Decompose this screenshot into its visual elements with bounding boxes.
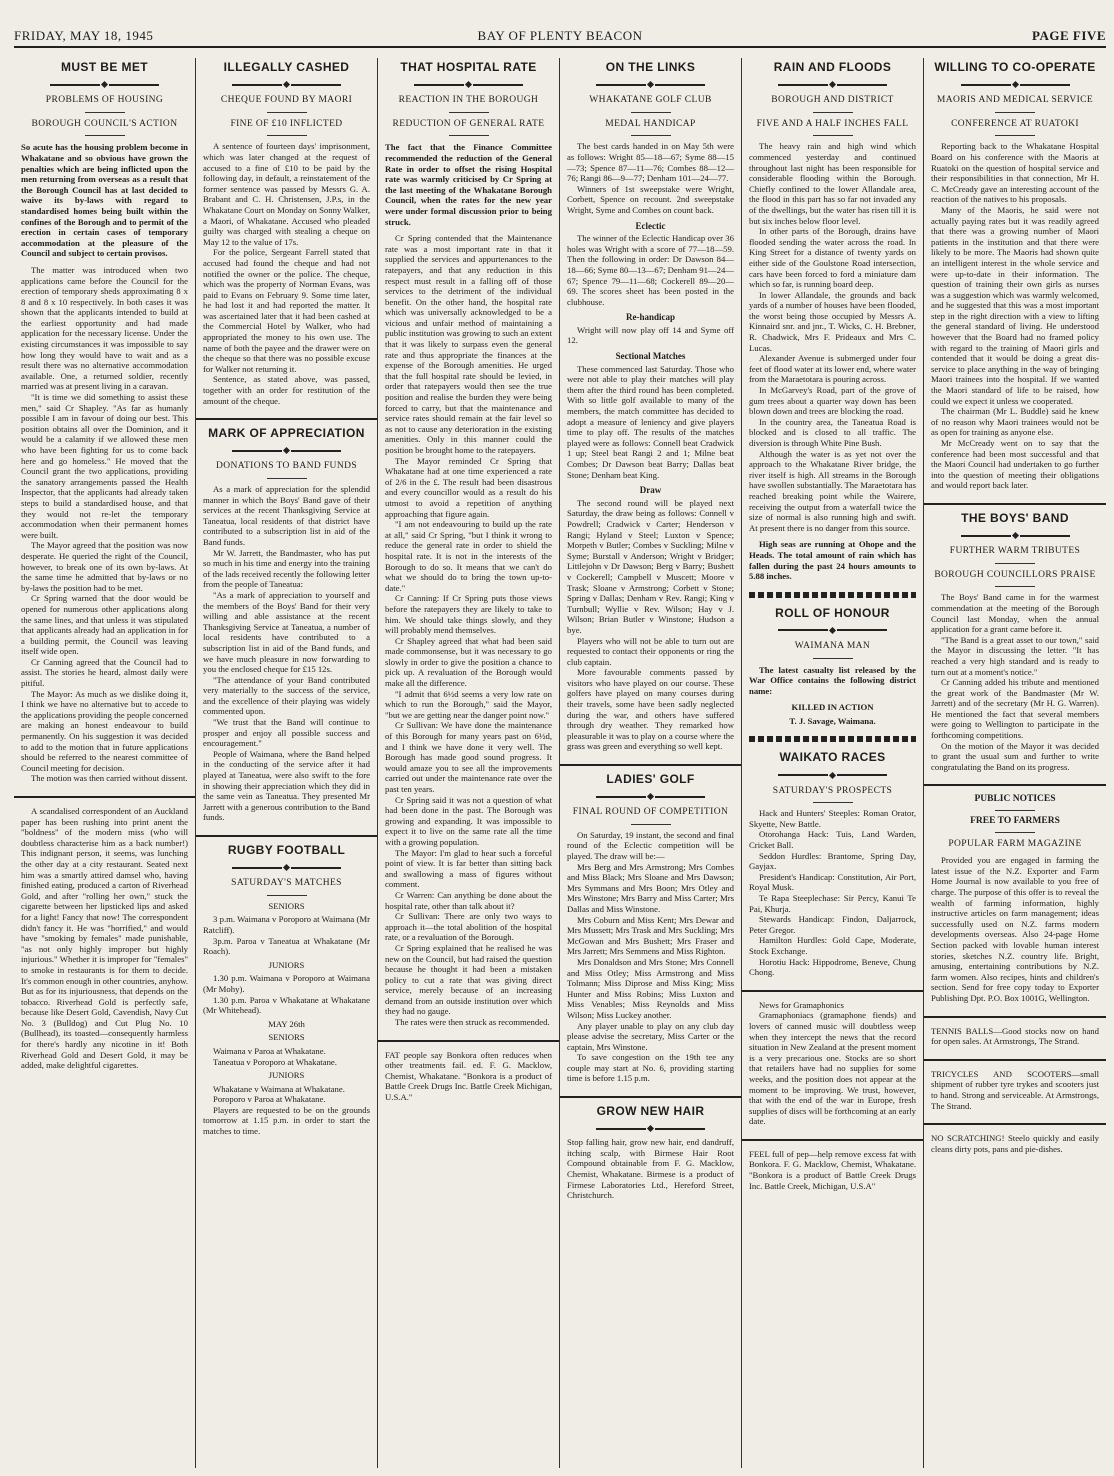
fixture: 1.30 p.m. Waimana v Poroporo at Waimana (Mr Mohy). xyxy=(203,973,370,994)
headline-waikato-races: WAIKATO RACES xyxy=(779,750,886,765)
lede-paragraph: The latest casualty list released by the War Office contains the following district name: xyxy=(749,664,916,696)
ornament-divider xyxy=(203,862,370,873)
fixture: Waimana v Paroa at Whakatane. xyxy=(213,1045,326,1056)
paragraph: "It is time we did something to assist these men," said Cr Shapley. "As far as humanly possible I am in favour of doing our best. This position obtains all over the Dominion, and it would be a calamity if we allowed these men who have been fighting for us to come back here and go homeless." He moved that the Council grant the two applications, providing the sanatory arrangements passed the Health Inspector, that the applicants had already taken steps to build a standardised house, and that they would not re-let the temporary accommodation when their permanent homes were built. xyxy=(21,392,188,540)
paragraph: In lower Allandale, the grounds and back yards of a number of houses have been flooded, the worst being those occupied by Messrs A. Kinnaird snr. and jnr., T. Wicks, C. H. Brebner, R. Chadwick, Mrs F. Prideaux and Mrs C. Lucas. xyxy=(749,289,916,353)
paragraph: The Boys' Band came in for the warmest commendation at the meeting of the Borough Council last Monday, when the annual application for a grant came before it. xyxy=(931,592,1099,635)
paragraph: A scandalised correspondent of an Auckland paper has been rushing into print anent the "boldness" of the modern miss (who will doubtless characterise him as a back number!) This indignant person, it seems, was lunching the other day at a city restaurant. Seated next him was a smartly attired damsel who, having finished eating, produced a carton of Riverhead Gold, and after "rolling her own," stuck the cigarette between her lipsticked lips and asked for a light! Fancy that now! The correspondent didn't fancy it. He was "horrified," and would have "smoking by females" made punishable, "as not only highly improper but highly injurious." Whether it is improper for "females" to smoke in restaurants is for them to decide. It's common enough in other countries, anyhow. But as for its injuriousness, that depends on the tobacco. Riverhead Gold is perfectly safe, because like Desert Gold, Cavendish, Navy Cut No. 3 (Bulldog) and Cut Plug No. 10 (Bullhead), its toasted—consequently harmless for there's hardly any nicotine in it! Both Riverhead Gold and Desert Gold, it may be added, make delightful cigarettes. xyxy=(21,806,188,1071)
subhead: MAORIS AND MEDICAL SERVICE xyxy=(936,95,1094,106)
rule xyxy=(631,824,671,825)
subhead: FINE OF £10 INFLICTED xyxy=(230,118,343,129)
rule xyxy=(267,135,307,136)
rule xyxy=(995,135,1035,136)
section-label: Sectional Matches xyxy=(615,351,686,362)
section-label: MAY 26th xyxy=(268,1018,305,1029)
subhead: REACTION IN THE BOROUGH xyxy=(398,95,539,106)
paragraph: The Mayor agreed that the position was now desperate. He queried the right of the Council, however, to break one of its own by-laws. At the same time he admitted that by-laws or no by-laws the position had to be met. xyxy=(21,540,188,593)
subhead: FURTHER WARM TRIBUTES xyxy=(949,546,1081,557)
advert-bonkora: FEEL full of pep—help remove excess fat with Bonkora. F. G. Macklow, Chemist, Whakatane. "Bonkora is a product of Battle Creek Drugs Inc. Battle Creek, Michigan, U.S.A" xyxy=(749,1148,916,1191)
section-label: JUNIORS xyxy=(268,959,305,970)
section-label: SENIORS xyxy=(268,900,305,911)
rule xyxy=(995,586,1035,587)
headline-must-be-met: MUST BE MET xyxy=(60,60,149,74)
paragraph: For the police, Sergeant Farrell stated that accused had found the cheque and had not notified the owner or the police. The cheque, which was the property of Norman Evans, was paid to Evans on February 9. Some time later, he had lost it and had reported the matter. It was ascertained later that it had been cashed at the Commercial Hotel by Walker, who had appropriated the money to his own use. The name of both the payee and the drawer were on the cheque so that there was no possible excuse for Walker not returning it. xyxy=(203,247,370,374)
subhead: PROBLEMS OF HOUSING xyxy=(45,95,164,106)
rule xyxy=(267,112,307,113)
column-separator xyxy=(924,1123,1106,1125)
race-tip: Hack and Hunters' Steeples: Roman Orator, Skyette, New Battle. xyxy=(749,808,916,829)
paragraph: More favourable comments passed by visitors who have played on our course. These golfers have played on many courses during their travels, some have been sadly neglected during the war, and others have suffered through dry weather. They remarked how pleasurable it was to play on a course where the grass was green and everything so well kept. xyxy=(567,667,734,752)
subhead: SATURDAY'S PROSPECTS xyxy=(772,785,893,796)
column-2 xyxy=(196,58,378,1468)
paragraph: These commenced last Saturday. Those who were not able to play their matches will play them after the third round has been completed. With so little golf available to many of the members, the match committee has decided to adopt a measure of leniency and give players time to play off. The results of the matches played were as follows: Connell beat Cradwick 1 up; Steel beat Rangi 2 and 1; Milne beat Combes; Dr Dawson beat Barry; Dallas beat Stone; Denham beat King. xyxy=(567,363,734,480)
subhead: MEDAL HANDICAP xyxy=(605,118,696,129)
ornament-divider xyxy=(749,79,916,90)
paragraph: The matter was introduced when two applications came before the Council for the erection of temporary sheds approximating 8 x 8 and 8 x 10 respectively. In both cases it was shown that the applicants intended to build at the earliest opportunity and had made application for the necessary license. Under the existing circumstances it was impossible to say how long they would have to wait and as a result there was no alternative accommodation available. One, a returned soldier, recently married was at present living in a caravan. xyxy=(21,264,188,392)
advert-tricycles: TRICYCLES AND SCOOTERS—small shipment of rubber tyre trykes and scooters just to hand. Strong and serviceable. At Armstrongs, The Strand. xyxy=(931,1068,1099,1111)
paragraph: Cr Canning added his tribute and mentioned the great work of the Bandmaster (Mr W. Jarrett) and of the secretary (Mr H. G. Warren). He mentioned the fact that several members were going to Wellington to participate in the forthcoming competitions. xyxy=(931,677,1099,741)
paragraph: To save congestion on the 19th tee any couple may start at No. 6, providing starting time is before 1.15 p.m. xyxy=(567,1052,734,1084)
paragraph: Mrs Donaldson and Mrs Stone; Mrs Connell and Miss Otley; Miss Armstrong and Miss Tolmann; Miss Diprose and Miss King; Miss Hunter and Miss Robins; Miss Luxton and Miss Venables; Miss Reynolds and Miss Wilson; Miss Luckey another. xyxy=(567,956,734,1020)
paragraph: In the country area, the Taneatua Road is blocked and is closed to all traffic. The diversion is through White Pine Bush. xyxy=(749,416,916,448)
rule xyxy=(995,832,1035,833)
issue-date: FRIDAY, MAY 18, 1945 xyxy=(14,28,154,43)
ornament-divider xyxy=(567,791,734,802)
headline-on-the-links: ON THE LINKS xyxy=(605,60,696,74)
notice-subheading: POPULAR FARM MAGAZINE xyxy=(948,838,1082,849)
race-tip: President's Handicap: Constitution, Air Port, Royal Musk. xyxy=(749,871,916,893)
ornament-divider xyxy=(931,79,1099,90)
headline-willing-to-co-operate: WILLING TO CO-OPERATE xyxy=(934,60,1096,74)
race-tip: Hamilton Hurdles: Gold Cape, Moderate, Stock Exchange. xyxy=(749,935,916,956)
paragraph: Cr Spring warned that the door would be opened for numerous other applications along the same lines, and that unless it was stipulated that applicants already had an application in for a building permit, the Council was leaving itself wide open. xyxy=(21,593,188,657)
paragraph: Many of the Maoris, he said were not actually paying rates but it was readily agreed that there was a growing number of Maori patients in the institution and that there were likely to be more. The Maoris had shown quite an intelligent interest in the whole service and were up-to-date in their information. The question of training their own girls as nurses was a suggestion which was warmly welcomed, and he suggested that this was a most important step in the right direction with a view to lifting the general standard of living. He understood however that the Board had no framed policy with regard to the training of Maori girls and contended that it would be doing a great dis-service to place anything in the way of bringing Maori trainees into the hospital. If we wanted the Maori standard of life to be raised, how could we expect it unless we cooperated. xyxy=(931,204,1099,406)
ornament-divider xyxy=(931,530,1099,541)
section-label: JUNIORS xyxy=(268,1070,305,1081)
headline-rain-and-floods: RAIN AND FLOODS xyxy=(773,60,892,74)
paragraph: The motion was then carried without dissent. xyxy=(31,773,188,784)
rule xyxy=(449,112,489,113)
paragraph: Winners of 1st sweepstake were Wright, Corbett, Spence on recount. 2nd sweepstake Wright, Syme and Combes on count back. xyxy=(567,183,734,215)
paragraph: Cr Warren: Can anything be done about the hospital rate, other than talk about it? xyxy=(385,889,552,911)
paragraph: People of Waimana, where the Band helped in the conducting of the service after it had played at Taneatua, were also swift to the fore in showing their appreciation which they did in the same vein as Taneatua. They presented Mr Jarrett with a generous contribution to the Band funds. xyxy=(203,748,370,823)
paragraph: A sentence of fourteen days' imprisonment, which was later changed at the request of accused to a fine of £10 to be paid by the following day, in default, a reinstatement of the former sentence was passed by Messrs G. A. Brabant and C. H. Christensen, J.P.s, in the Whakatane Court on Monday on Sonny Walker, a Maori, of Whakatane. Accused who pleaded guilty was charged with stealing a cheque on May 12 to the value of 17s. xyxy=(203,141,370,247)
rule xyxy=(631,135,671,136)
paragraph: The Mayor: I'm glad to hear such a forceful point of view. It is far better than sitting back and swallowing a mass of figures without comment. xyxy=(385,847,552,890)
rule xyxy=(85,112,125,113)
ornament-divider xyxy=(21,79,188,90)
column-separator xyxy=(742,1139,923,1141)
ornament-divider xyxy=(385,79,552,90)
paragraph: On the motion of the Mayor it was decided to grant the usual sum and further to write congratulating the Band on its progress. xyxy=(931,740,1099,772)
paragraph: Players who will not be able to turn out are requested to contact their opponents or ring the club captain. xyxy=(567,635,734,667)
page-number: PAGE FIVE xyxy=(1032,28,1106,43)
subhead: WAIMANA MAN xyxy=(794,640,871,651)
subhead: CHEQUE FOUND BY MAORI xyxy=(220,95,353,106)
paragraph: Cr Sullivan: We have done the maintenance of this Borough for many years past on 6½d, and I think we have done it very well. The Borough has made good sound progress. It would amaze you to see all the improvements carried out under the maintenance rate over the past ten years. xyxy=(385,720,552,794)
paragraph: Cr Canning agreed that the Council had to assist. The stories he heard, almost daily were pitiful. xyxy=(21,656,188,689)
column-separator xyxy=(742,990,923,992)
ornament-divider xyxy=(749,769,916,780)
ornament-divider xyxy=(567,1123,734,1134)
paragraph: On Saturday, 19 instant, the second and final round of the Eclectic competition will be played. The draw will be:— xyxy=(567,829,734,861)
paragraph: "I am not endeavouring to build up the rate at all," said Cr Spring, "but I think it wrong to reduce the general rate in order to shield the hospital rate. It is not in the interests of the Borough to do so. It means that we can't do what we should do to bring the town up-to-date." xyxy=(385,519,552,593)
subhead: CONFERENCE AT RUATOKI xyxy=(951,118,1079,129)
paragraph: The heavy rain and high wind which commenced yesterday and continued throughout last night has been responsible for considerable flooding within the Borough. Chiefly confined to the lower Allandale area, the flood in this part has so far not invaded any of the dwellings, but the water has risen till it is but six inches below floor level. xyxy=(749,141,916,226)
paragraph: "The attendance of your Band contributed very materially to the success of the service, and the excellence of their playing was widely commented upon. xyxy=(203,674,370,717)
race-tip: Seddon Hurdles: Brantome, Spring Day, Gayjax. xyxy=(749,850,916,872)
column-separator xyxy=(378,1040,559,1042)
advert-birmese: Stop falling hair, grow new hair, end dandruff, itching scalp, with Birmese Hair Root Compound obtainable from F. G. Macklow, Chemist, Whakatane. Birmese is a product of Firmese Laboratories Ltd., Hereford Street, Christchurch. xyxy=(567,1137,734,1201)
killed-in-action-label: KILLED IN ACTION xyxy=(791,702,874,713)
fixture: 1.30 p.m. Paroa v Whakatane at Whakatane (Mr Whitehead). xyxy=(203,994,370,1016)
headline-illegally-cashed: ILLEGALLY CASHED xyxy=(223,60,350,74)
paragraph: Mr W. Jarrett, the Bandmaster, who has put so much in his time and energy into the training of the lads received recently the following letter from the people of Taneatua: xyxy=(203,547,370,590)
rule xyxy=(267,895,307,896)
column-1 xyxy=(14,58,196,1468)
paragraph: Cr Shapley agreed that what had been said made commonsense, but it was necessary to go slowly in order to give the position a chance to pick up. A revaluation of the Borough would make all the difference. xyxy=(385,635,552,689)
race-tip: Te Rapa Steeplechase: Sir Percy, Kanui Te Pai, Khurja. xyxy=(749,893,916,914)
subhead: DONATIONS TO BAND FUNDS xyxy=(215,461,358,472)
paragraph: The chairman (Mr L. Buddle) said he knew of no reason why Maori trainees would not be as open for training as anyone else. xyxy=(931,406,1099,438)
public-notices-heading: PUBLIC NOTICES xyxy=(974,794,1056,805)
subhead: WHAKATANE GOLF CLUB xyxy=(589,95,712,106)
subhead: SATURDAY'S MATCHES xyxy=(231,878,342,889)
fixture: Taneatua v Poroporo at Whakatane. xyxy=(213,1056,337,1067)
columns xyxy=(14,58,1106,1468)
paragraph: News for Gramaphonics xyxy=(759,999,844,1010)
rule xyxy=(813,112,853,113)
paragraph: Cr Spring said it was not a question of what had been done in the past. The Borough was growing and expanding. It was impossible to expect it to live on the same rate all the time with a growing population. xyxy=(385,794,552,847)
paragraph: The winner of the Eclectic Handicap over 36 holes was Wright with a score of 77—18—59. Then the following in order: Dr Dawson 84—18—66; Syme 80—13—67; Denham 91—24—67; Spence 79—11—68; Cockerell 89—20—69. The scores sheet has been posted in the clubhouse. xyxy=(567,233,734,307)
ornament-divider xyxy=(567,79,734,90)
fixture: Poroporo v Paroa at Whakatane. xyxy=(213,1094,326,1105)
fixture: 3 p.m. Waimana v Poroporo at Waimana (Mr Ratcliff). xyxy=(203,914,370,935)
notice-heading: FREE TO FARMERS xyxy=(970,816,1060,827)
paragraph: In other parts of the Borough, drains have flooded sending the water across the road. In King Street for a distance of twenty yards on either side of the Goulstone Road intersection, cars have been forced to ford a miniature dam which so far, is running board deep. xyxy=(749,226,916,290)
paragraph: As a mark of appreciation for the splendid manner in which the Boys' Band gave of their services at the recent Thanksgiving Service at Taneatua, local residents of that district have contributed to a subscription list in aid of the Band funds. xyxy=(203,484,370,547)
masthead xyxy=(14,28,1106,48)
column-separator xyxy=(924,1059,1106,1061)
column-separator xyxy=(196,418,377,420)
subhead: FIVE AND A HALF INCHES FALL xyxy=(756,118,909,129)
paragraph: Provided you are engaged in farming the latest issue of the N.Z. Exporter and Farm Home Journal is now available to you free of charge. The purpose of this offer is to reveal the wealth of farming information, highly instructive articles on farm management; ideas successfully used on N.Z. farms modern developments overseas. Also 24-page Home Section packed with lovable human interest stories, sketches N.Z. country life. Bright, amusing, entertaining contributions by N.Z. farm women. Also recipes, hints and children's section. Send for free copy today to Exporter Publishing Dpt. P.O. Box 1001G, Wellington. xyxy=(931,855,1099,1003)
race-tip: Stewards Handicap: Findon, Daljarrock, Peter Gregor. xyxy=(749,914,916,935)
subhead: BOROUGH AND DISTRICT xyxy=(771,95,894,106)
paper-name: BAY OF PLENTY BEACON xyxy=(477,28,643,43)
column-3 xyxy=(378,58,560,1468)
column-separator xyxy=(14,796,195,798)
paragraph: Mr McCready went on to say that the conference had been most successful and that the Maori Council had undertaken to go further into the question of meeting their obligations and would report back later. xyxy=(931,438,1099,491)
rule xyxy=(995,563,1035,564)
rule xyxy=(85,135,125,136)
section-label: Eclectic xyxy=(635,220,666,231)
headline-rugby-football: RUGBY FOOTBALL xyxy=(227,843,346,857)
subhead: BOROUGH COUNCIL'S ACTION xyxy=(31,118,178,129)
fixture: Whakatane v Waimana at Whakatane. xyxy=(213,1083,345,1094)
paragraph: In McGarvey's Road, part of the grove of gum trees about a quarter way down has been blown down and trees are blocking the road. xyxy=(749,385,916,417)
casualty-name: T. J. Savage, Waimana. xyxy=(789,715,876,726)
headline-grow-new-hair: GROW NEW HAIR xyxy=(596,1104,705,1119)
column-separator xyxy=(924,784,1106,786)
subhead: REDUCTION OF GENERAL RATE xyxy=(392,118,545,129)
paragraph: The Mayor reminded Cr Spring that Whakatane had at one time experienced a rate of 2/6 in the £. The result had been disastrous and every councillor would as a result do his utmost to avoid a repetition of anything approaching that figure again. xyxy=(385,455,552,519)
paragraph: "I admit that 6½d seems a very low rate on which to run the Borough," said the Mayor, "but we are getting near the danger point now." xyxy=(385,688,552,720)
paragraph: Mrs Coburn and Miss Kent; Mrs Dewar and Mrs Mussett; Mrs Trask and Mrs Suckling; Mrs McGowan and Mrs Bushett; Mrs Fraser and Mrs Jarrett; Mrs Semmens and Miss Righton. xyxy=(567,914,734,957)
rule xyxy=(995,810,1035,811)
column-5 xyxy=(742,58,924,1468)
rule xyxy=(267,478,307,479)
subhead: FINAL ROUND OF COMPETITION xyxy=(572,807,729,818)
fixture: 3p.m. Paroa v Taneatua at Whakatane (Mr Roach). xyxy=(203,935,370,957)
advert-bonkora: FAT people say Bonkora often reduces when other treatments fail. ed. F. G. Macklow, Chemist, Whakatane. "Bonkora is a product of Battle Creek Drugs Inc. Battle Creek Michigan, U.S.A." xyxy=(385,1049,552,1103)
headline-boys-band: THE BOYS' BAND xyxy=(961,510,1069,525)
section-label: SENIORS xyxy=(268,1032,305,1043)
paragraph: Any player unable to play on any club day please advise the secretary, Miss Carter or the captain, Mrs Winstone. xyxy=(567,1020,734,1052)
lede-paragraph: High seas are running at Ohope and the Heads. The total amount of rain which has fallen during the past 24 hours amounts to 5.88 inches. xyxy=(749,539,916,582)
paragraph: The Mayor: As much as we dislike doing it, I think we have no alternative but to accede to the applications providing the people concerned are making an honest endeavour to build permanently. On his suggestion it was decided to add to the motion that in future applications should be referred to the nearest committee of Council meeting for decision. xyxy=(21,688,188,773)
paragraph: Sentence, as stated above, was passed, together with an order for restitution of the amount of the cheque. xyxy=(203,374,370,406)
paragraph: Reporting back to the Whakatane Hospital Board on his conference with the Maoris at Ruatoki on the question of hospital service and their responsibilities in that connection, Mr H. C. McCready gave an interesting account of the reaction of the natives to his proposals. xyxy=(931,141,1099,205)
rule xyxy=(631,112,671,113)
paragraph: "The Band is a great asset to our town," said the Mayor in discussing the letter. "It has reached a very high standard and is ready to turn out at a moment's notice." xyxy=(931,634,1099,677)
section-label: Re-handicap xyxy=(625,312,675,323)
subhead: BOROUGH COUNCILLORS PRAISE xyxy=(934,569,1096,580)
advert-steelo: NO SCRATCHING! Steelo quickly and easily cleans dirty pots, pans and pie-dishes. xyxy=(931,1133,1099,1154)
lede-paragraph: The fact that the Finance Committee recommended the reduction of the General Rate in order to offset the rising Hospital rate was warmly criticised by Cr Spring at the last meeting of the Whakatane Borough Council, when the rates for the new year were under formal discussion prior to being struck. xyxy=(385,142,552,227)
column-separator xyxy=(196,835,377,837)
paragraph: "As a mark of appreciation to yourself and the members of the Boys' Band for their very willing and able assistance at the recent Thanksgiving Service at Taneatua, a number of local residents have contributed to a subscription list in aid of the Band funds, and we have much pleasure in now forwarding to you the enclosed cheque for £15 12s. xyxy=(203,589,370,675)
rule xyxy=(995,112,1035,113)
paragraph: Cr Canning: If Cr Spring puts those views before the ratepayers they are likely to take to him. We should take things slowly, and they will probably mend themselves. xyxy=(385,593,552,636)
rule xyxy=(813,802,853,803)
column-separator xyxy=(924,1016,1106,1018)
column-4 xyxy=(560,58,742,1468)
rule xyxy=(449,135,489,136)
column-separator xyxy=(560,764,741,766)
column-6 xyxy=(924,58,1106,1468)
paragraph: The best cards handed in on May 5th were as follows: Wright 85—18—67; Syme 88—15—73; Spence 87—11—76; Combes 88—12—76; Rangi 86—9—77; Denham 101—24—77. xyxy=(567,141,734,184)
paragraph: Cr Spring explained that he realised he was new on the Council, but had raised the question because he thought it had been a mistaken policy to cut a rate that was giving direct service, merely because of an increasing demand from an outside institution over which they had no gauge. xyxy=(385,942,552,1017)
race-tip: Horotiu Hack: Hippodrome, Beneve, Chung Chong. xyxy=(749,956,916,978)
paragraph: Alexander Avenue is submerged under four feet of flood water at its lower end, where water from the Maraetotara is pouring across. xyxy=(749,353,916,385)
paragraph: Although the water is as yet not over the approach to the Whakatane River bridge, the river itself is high. All streams in the Borough have swollen substantially. The Maraetotara has reached breaking point while the Wairere, receiving the output from a waterfall twice the size of normal is also running high and swift. At present there is no danger from this source. xyxy=(749,448,916,533)
headline-roll-of-honour: ROLL OF HONOUR xyxy=(775,605,890,620)
paragraph: Cr Sullivan: There are only two ways to approach it—the total abolition of the hospital rate, or a revaluation of the Borough. xyxy=(385,911,552,943)
wavy-divider xyxy=(749,592,916,598)
paragraph: "We trust that the Band will continue to prosper and enjoy all possible success and encouragement." xyxy=(203,717,370,749)
headline-hospital-rate: THAT HOSPITAL RATE xyxy=(400,60,537,74)
ornament-divider xyxy=(203,79,370,90)
paragraph: Cr Spring contended that the Maintenance rate was a most important rate in that it supplied the services and appurtenances to the ratepayers, and that any reduction in this respect must result in a falling off of those services to the detriment of the individual benefit. On the other hand, the hospital rate which was universally acknowledged to be a vicious and unfair method of maintaining a public institution was growing to such an extent that it was likely to surpass even the general rate and thus appropriate the finances at the expense of the Borough amenities. He urged that the full hospital rate should be levied, in order that ratepayers would then see the true position and realise the burden they were being forced to carry, but that the maintenance and service rates should remain at the fair level so as not to cause any deterioration in the existing amenities. Only in this manner could the position be brought home to the ratepayers. xyxy=(385,233,552,455)
ornament-divider xyxy=(749,624,916,635)
paragraph: Gramaphoniacs (gramaphone fiends) and lovers of canned music will doubtless weep when they intercept the news that the record situation in New Zealand at the present moment is a very precarious one. Stocks are so short that retailers have had no supplies for some weeks, and the position does not appear at the moment to be improving. We trust, however, that with the end of the war in Europe, fresh supplies of discs will be forthcoming at an early date. xyxy=(749,1010,916,1127)
paragraph: The rates were then struck as recommended. xyxy=(395,1017,550,1028)
rule xyxy=(813,135,853,136)
paragraph: Players are requested to be on the grounds tomorrow at 1.15 p.m. in order to start the matches to time. xyxy=(203,1104,370,1137)
wavy-divider xyxy=(749,736,916,742)
headline-mark-of-appreciation: MARK OF APPRECIATION xyxy=(208,426,365,441)
rule xyxy=(813,658,853,659)
paragraph: The second round will be played next Saturday, the draw being as follows: Connell v Powdrell; Cradwick v Carter; Henderson v Rangi; Hyland v Steel; Luxton v Spence; Morpeth v Butler; Combes v Suckling; Milne v Syme; Burstall v Anderson; Wright v Bridger; Littlejohn v Dr Dawson; Berg v Barry; Bushett v Cockerell; Campbell v Muscett; Moore v Trask; Sloane v Armstrong; Corbett v Stone; Spring v Dallas; Denham v Rev. Rangi; King v Turnbull; Wyllie v Rev. Wilson; Hay v J. Wilson; Brian Butler v Winstone; Hudson a bye. xyxy=(567,497,734,635)
advert-tennis-balls: TENNIS BALLS—Good stocks now on hand for open sales. At Armstrongs, The Strand. xyxy=(931,1025,1099,1047)
race-tip: Otorohanga Hack: Tuis, Land Warden, Cricket Ball. xyxy=(749,829,916,851)
column-separator xyxy=(924,503,1106,505)
paragraph: Mrs Berg and Mrs Armstrong; Mrs Combes and Miss Black; Mrs Sloane and Mrs Dawson; Mrs Symmans and Mrs Boon; Mrs Otley and Mrs Winstone; Mrs Barry and Miss Carter; Mrs Dallas and Miss Winstone. xyxy=(567,861,734,914)
column-separator xyxy=(560,1096,741,1098)
lede-paragraph: So acute has the housing problem become in Whakatane and so obvious have grown the penalties which are being inflicted upon the men returning from overseas as a result that the Borough Council has at last decided to waive its by-laws with regard to standardised homes being built within the confines of the Borough and to permit of the erection in certain cases of temporary accommodation at the pleasure of the Council and subject to certain provisos. xyxy=(21,142,188,259)
headline-ladies-golf: LADIES' GOLF xyxy=(606,772,695,787)
ornament-divider xyxy=(203,445,370,456)
paragraph: Wright will now play off 14 and Syme off 12. xyxy=(567,324,734,346)
section-label: Draw xyxy=(639,485,662,496)
